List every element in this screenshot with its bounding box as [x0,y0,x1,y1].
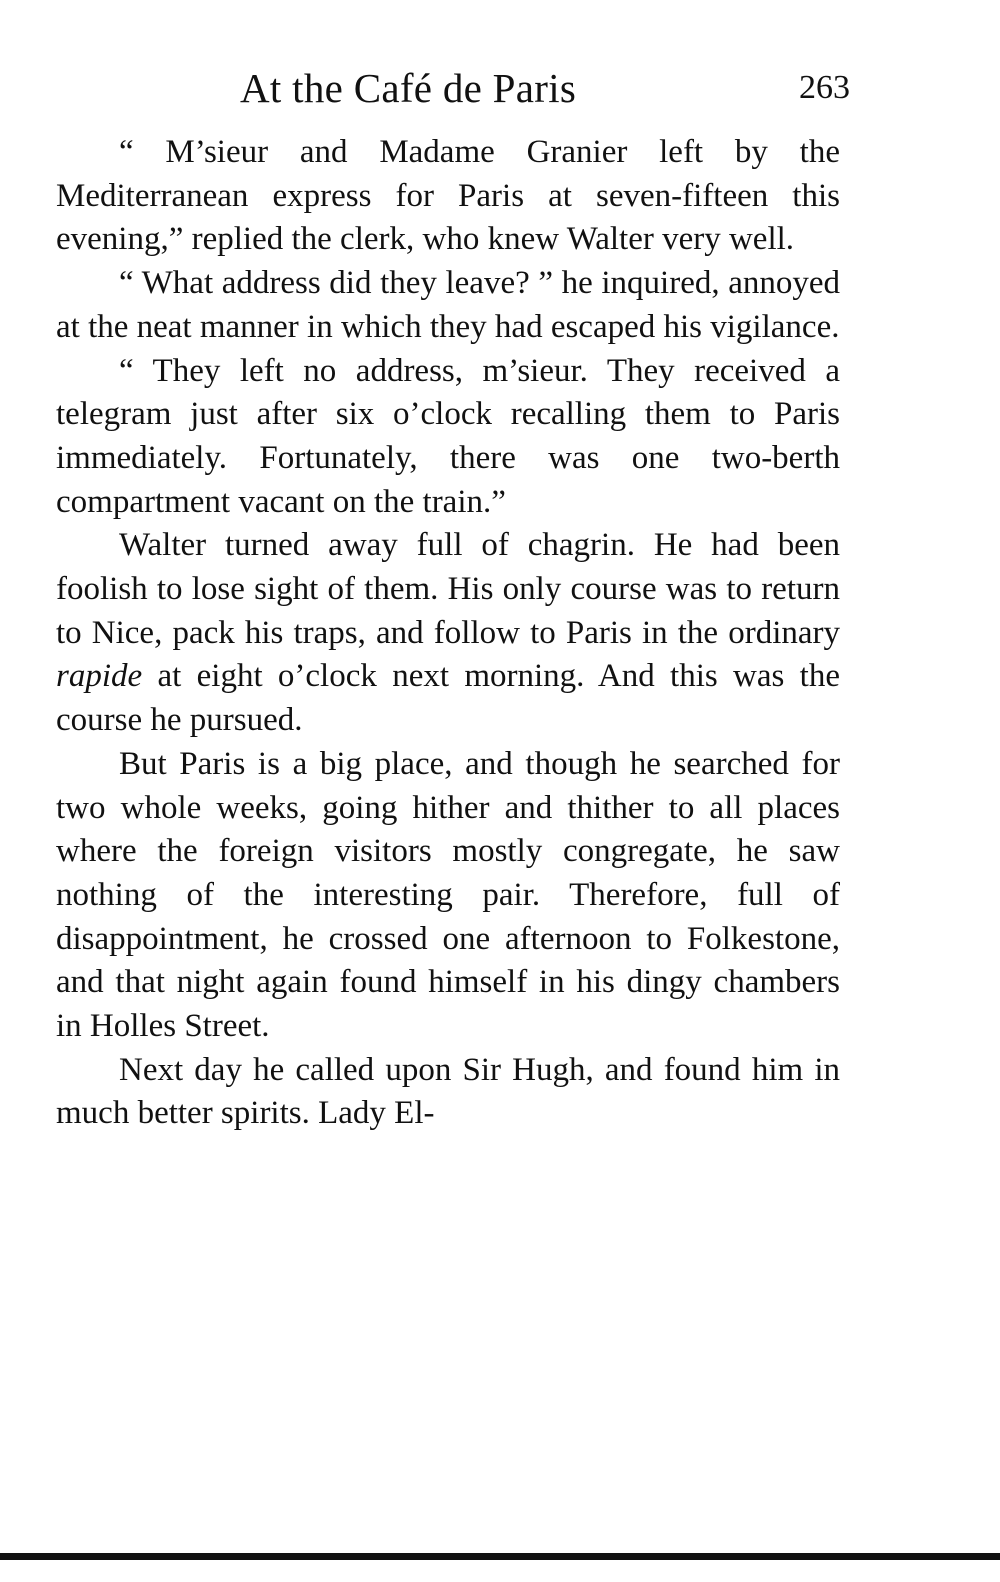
paragraph-paris-search: But Paris is a big place, and though he searched for two whole weeks, going hither and thither to all places where the foreign visitors mostly congregate, he saw nothing of the interesting pair. Therefore, full of disappointment, he crossed one afternoon to Folkestone, and that night again found himself in his dingy chambers in Holles Street. [56,745,840,1045]
paragraph-address-question: “ What address did they leave? ” he inquired, annoyed at the neat manner in which they had escaped his vigilance. [56,265,840,345]
paragraph-walter-chagrin [56,524,840,743]
paragraph-sir-hugh: Next day he called upon Sir Hugh, and found him in much better spirits. Lady El- [56,1051,840,1132]
paragraph-clerk-reply: “ M’sieur and Madame Granier left by the Mediterranean express for Paris at seven-fifteen this evening,” replied the clerk, who knew Walter very well. [56,134,840,258]
running-title: At the Café de Paris [240,65,577,111]
paragraph-text-segment: at eight o’clock next morning. And this was the course he pursued. [56,658,840,739]
body-text [56,131,840,1136]
page-header [240,62,850,114]
paragraph-telegram: “ They left no address, m’sieur. They received a telegram just after six o’clock recalling them to Paris immediately. Fortunately, there was one two-berth compartment vacant on the train.” [56,352,840,520]
italic-word-rapide: rapide [56,658,143,695]
bottom-rule [0,1553,1000,1560]
page-number: 263 [799,69,850,106]
paragraph-text-segment: Walter turned away full of chagrin. He had been foolish to lose sight of them. His only course was to return to Nice, pack his traps, and follow to Paris in the ordinary [56,527,840,651]
